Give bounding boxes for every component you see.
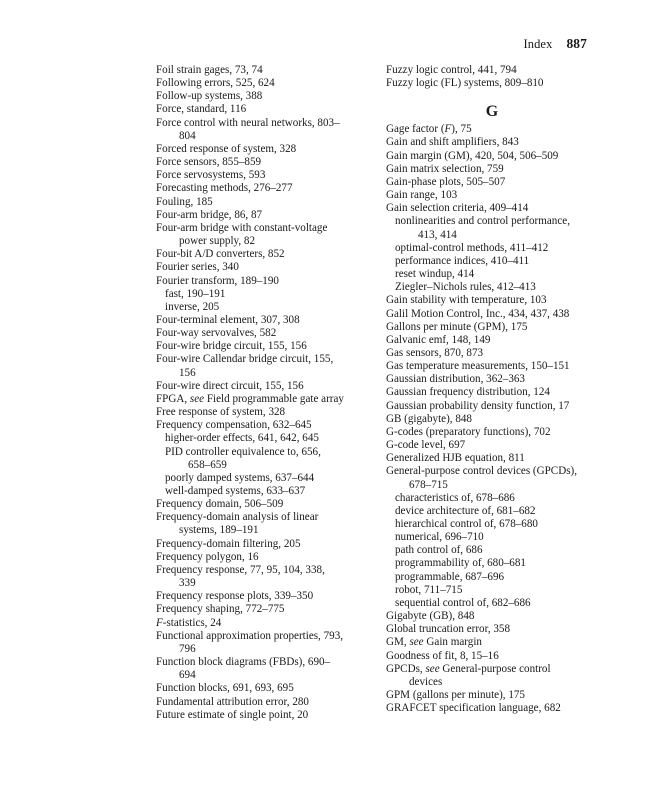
entry-text: -statistics, 24 — [162, 616, 222, 629]
section-letter-heading: G — [485, 103, 499, 121]
index-entry: Fourier series, 340 — [156, 261, 239, 274]
index-subentry: higher-order effects, 641, 642, 645 — [165, 432, 319, 445]
entry-text: Gain margin — [423, 636, 482, 649]
index-entry: Gaussian probability density function, 17 — [386, 399, 570, 412]
entry-italic-text: F — [156, 616, 163, 629]
index-entry-continuation: 678–715 — [409, 478, 448, 491]
index-entry: Gain matrix selection, 759 — [386, 162, 504, 175]
index-entry: General-purpose control devices (GPCDs), — [386, 465, 578, 478]
entry-italic-text: see — [425, 662, 440, 675]
index-entry: Four-wire direct circuit, 155, 156 — [156, 379, 304, 392]
index-subentry: programmability of, 680–681 — [395, 557, 526, 570]
index-entry: Generalized HJB equation, 811 — [386, 452, 525, 465]
index-entry: Four-arm bridge with constant-voltage — [156, 221, 328, 234]
running-head-section: Index — [523, 37, 553, 51]
index-entry: Fouling, 185 — [156, 195, 213, 208]
index-entry: Four-wire bridge circuit, 155, 156 — [156, 340, 307, 353]
index-column-right — [386, 64, 608, 715]
index-subentry: performance indices, 410–411 — [395, 254, 530, 267]
index-subentry: sequential control of, 682–686 — [395, 596, 531, 609]
index-column-left — [156, 64, 378, 722]
index-entry: Frequency compensation, 632–645 — [156, 419, 312, 432]
index-entry: Gas temperature measurements, 150–151 — [386, 360, 570, 373]
index-entry: Frequency response plots, 339–350 — [156, 590, 314, 603]
index-subentry: path control of, 686 — [395, 544, 483, 557]
index-entry: Forecasting methods, 276–277 — [156, 182, 293, 195]
index-subentry: characteristics of, 678–686 — [395, 491, 515, 504]
index-subentry: poorly damped systems, 637–644 — [165, 471, 315, 484]
index-entry: Free response of system, 328 — [156, 406, 286, 419]
index-entry: Follow-up systems, 388 — [156, 90, 263, 103]
index-subentry: robot, 711–715 — [395, 583, 463, 596]
index-entry: Global truncation error, 358 — [386, 623, 511, 636]
index-entry: Forced response of system, 328 — [156, 142, 297, 155]
index-entry: Fuzzy logic control, 441, 794 — [386, 64, 517, 76]
index-entry: Gaussian frequency distribution, 124 — [386, 386, 550, 399]
index-entries-f-continued — [386, 64, 608, 90]
entry-italic-text: F — [444, 123, 452, 136]
entry-text: ), 75 — [451, 123, 472, 136]
index-subentry: numerical, 696–710 — [395, 531, 484, 544]
entry-text: GM, — [386, 636, 410, 649]
index-subentry: nonlinearities and control performance, — [395, 215, 570, 228]
index-entry: Galil Motion Control, Inc., 434, 437, 438 — [386, 307, 570, 320]
index-entry-continuation: 658–659 — [188, 458, 227, 471]
index-entry: Gain margin (GM), 420, 504, 506–509 — [386, 149, 559, 162]
index-entry: Gain selection criteria, 409–414 — [386, 202, 529, 215]
index-entry: G-codes (preparatory functions), 702 — [386, 425, 551, 438]
index-subentry: Ziegler–Nichols rules, 412–413 — [395, 281, 536, 294]
index-entry: Four-bit A/D converters, 852 — [156, 248, 285, 261]
index-entry: Force sensors, 855–859 — [156, 156, 262, 169]
index-entry: Foil strain gages, 73, 74 — [156, 64, 263, 76]
index-entry: Four-way servovalves, 582 — [156, 327, 277, 340]
index-entry: Gas sensors, 870, 873 — [386, 346, 484, 359]
index-entry — [386, 636, 608, 649]
entry-text: General-purpose control — [439, 662, 551, 675]
index-entry: Gain and shift amplifiers, 843 — [386, 136, 519, 149]
index-entry: Frequency polygon, 16 — [156, 550, 259, 563]
index-entry: Gain-phase plots, 505–507 — [386, 175, 506, 188]
page-number: 887 — [566, 36, 587, 51]
index-entry: Gain stability with temperature, 103 — [386, 294, 547, 307]
index-entry: Force servosystems, 593 — [156, 169, 266, 182]
index-subentry: optimal-control methods, 411–412 — [395, 241, 549, 254]
entry-text: GPCDs, — [386, 662, 426, 675]
index-entry: GRAFCET specification language, 682 — [386, 702, 561, 715]
entry-italic-text: see — [189, 392, 205, 405]
index-entry-continuation: 796 — [179, 642, 196, 655]
index-subentry: hierarchical control of, 678–680 — [395, 518, 538, 530]
entry-italic-text: see — [409, 636, 424, 649]
entry-text: FPGA, — [156, 392, 190, 405]
index-entry-continuation: 694 — [179, 669, 196, 682]
index-entry: GB (gigabyte), 848 — [386, 412, 472, 425]
index-entry: Galvanic emf, 148, 149 — [386, 333, 491, 346]
index-entry-continuation: power supply, 82 — [179, 235, 256, 248]
entry-text: Field programmable gate array — [204, 392, 344, 405]
index-entry — [156, 393, 378, 406]
index-entry-continuation: 804 — [179, 129, 196, 142]
index-entry: G-code level, 697 — [386, 439, 466, 452]
index-entry: Four-arm bridge, 86, 87 — [156, 208, 263, 221]
index-entry — [386, 123, 608, 136]
index-entry-continuation: 339 — [179, 577, 196, 590]
index-entry: Gallons per minute (GPM), 175 — [386, 320, 528, 333]
index-entry-continuation: 413, 414 — [418, 228, 457, 241]
index-subentry: fast, 190–191 — [165, 287, 226, 300]
index-entry: Frequency response, 77, 95, 104, 338, — [156, 563, 325, 576]
index-entry: Frequency domain, 506–509 — [156, 498, 284, 511]
index-entry — [156, 617, 378, 630]
index-entry: Goodness of fit, 8, 15–16 — [386, 649, 499, 662]
index-entry: Force, standard, 116 — [156, 103, 247, 116]
index-entry — [386, 663, 608, 676]
index-entry-continuation: 156 — [179, 366, 196, 379]
index-entry: Future estimate of single point, 20 — [156, 708, 309, 721]
entry-text: Gage factor ( — [386, 123, 445, 136]
index-entry: Following errors, 525, 624 — [156, 77, 275, 90]
index-subentry: PID controller equivalence to, 656, — [165, 445, 321, 458]
index-entry: GPM (gallons per minute), 175 — [386, 689, 525, 702]
index-subentry: device architecture of, 681–682 — [395, 504, 536, 517]
index-entry: Frequency-domain filtering, 205 — [156, 537, 301, 550]
index-entry: Frequency-domain analysis of linear — [156, 511, 319, 524]
index-entry: Gain range, 103 — [386, 189, 458, 202]
index-entries-g — [386, 123, 608, 715]
index-subentry: programmable, 687–696 — [395, 570, 505, 583]
index-entry-continuation: systems, 189–191 — [179, 524, 259, 537]
running-head — [523, 36, 587, 52]
index-entry: Fundamental attribution error, 280 — [156, 695, 309, 708]
index-entry: Functional approximation properties, 793, — [156, 629, 344, 642]
index-entry-continuation: devices — [409, 675, 443, 688]
index-subentry: well-damped systems, 633–637 — [165, 485, 306, 497]
index-entry: Function block diagrams (FBDs), 690– — [156, 656, 331, 669]
index-entry: Gigabyte (GB), 848 — [386, 610, 475, 623]
index-entry: Four-terminal element, 307, 308 — [156, 313, 300, 326]
index-entry: Four-wire Callendar bridge circuit, 155, — [156, 353, 334, 366]
index-entry: Fourier transform, 189–190 — [156, 274, 279, 287]
index-subentry: reset windup, 414 — [395, 268, 475, 281]
index-entry: Fuzzy logic (FL) systems, 809–810 — [386, 77, 544, 90]
index-entry: Frequency shaping, 772–775 — [156, 603, 285, 616]
index-subentry: inverse, 205 — [165, 300, 220, 313]
index-entry: Gaussian distribution, 362–363 — [386, 373, 525, 386]
index-entry: Function blocks, 691, 693, 695 — [156, 682, 294, 695]
index-entry: Force control with neural networks, 803– — [156, 116, 340, 129]
